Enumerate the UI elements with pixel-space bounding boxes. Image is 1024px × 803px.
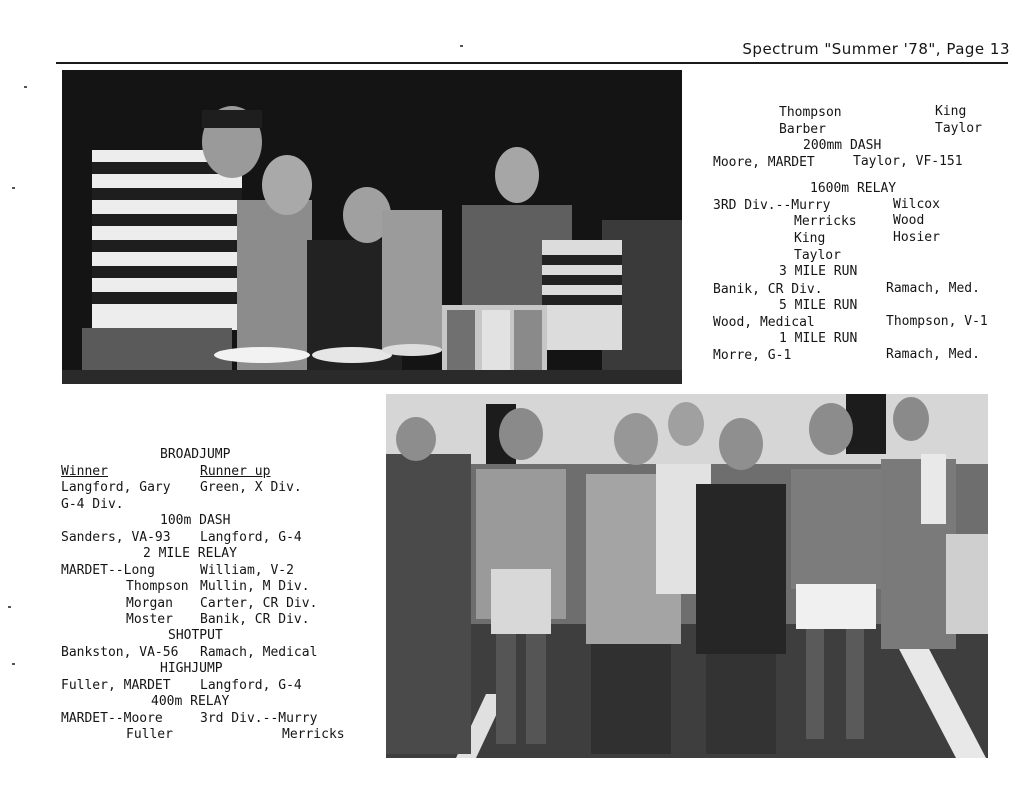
highjump-winner: Fuller, MARDET bbox=[61, 678, 171, 693]
highjump-heading: HIGHJUMP bbox=[160, 661, 223, 676]
relay400-left-1: MARDET--Moore bbox=[61, 711, 163, 726]
relay1600-left-4: Taylor bbox=[794, 248, 841, 263]
results-row1-left: Thompson bbox=[779, 105, 842, 120]
run3-winner: Banik, CR Div. bbox=[713, 282, 823, 297]
relay2mi-right-1: William, V-2 bbox=[200, 563, 294, 578]
scan-speck bbox=[460, 45, 463, 47]
relay1600-right-1: Wilcox bbox=[893, 197, 940, 212]
run1-heading: 1 MILE RUN bbox=[779, 331, 858, 346]
relay1600-left-1: 3RD Div.--Murry bbox=[713, 198, 831, 213]
relay400-heading: 400m RELAY bbox=[151, 694, 230, 709]
dash100-winner: Sanders, VA-93 bbox=[61, 530, 171, 545]
run1-runnerup: Ramach, Med. bbox=[886, 347, 980, 362]
results-row1-right: King bbox=[935, 104, 967, 119]
column-winner-header: Winner bbox=[61, 464, 108, 479]
group-awards-photo-image bbox=[386, 394, 988, 758]
broadjump-runnerup: Green, X Div. bbox=[200, 480, 302, 495]
dash200-winner: Moore, MARDET bbox=[713, 155, 815, 170]
dash100-runnerup: Langford, G-4 bbox=[200, 530, 302, 545]
relay2mi-heading: 2 MILE RELAY bbox=[143, 546, 237, 561]
relay1600-right-3: Hosier bbox=[893, 230, 940, 245]
relay2mi-left-4: Moster bbox=[126, 612, 173, 627]
scan-speck bbox=[12, 663, 15, 665]
relay2mi-left-1: MARDET--Long bbox=[61, 563, 155, 578]
broadjump-winner-unit: G-4 Div. bbox=[61, 497, 124, 512]
scan-speck bbox=[24, 86, 27, 88]
relay2mi-left-3: Morgan bbox=[126, 596, 173, 611]
run5-runnerup: Thompson, V-1 bbox=[886, 314, 988, 329]
broadjump-heading: BROADJUMP bbox=[160, 447, 231, 462]
dash100-heading: 100m DASH bbox=[160, 513, 231, 528]
run1-winner: Morre, G-1 bbox=[713, 348, 792, 363]
shotput-heading: SHOTPUT bbox=[168, 628, 223, 643]
photo-food-serving bbox=[62, 70, 682, 384]
scan-speck bbox=[8, 606, 11, 608]
relay1600-left-3: King bbox=[794, 231, 826, 246]
broadjump-winner: Langford, Gary bbox=[61, 480, 171, 495]
relay2mi-left-2: Thompson bbox=[126, 579, 189, 594]
food-serving-photo-image bbox=[62, 70, 682, 384]
header-rule bbox=[56, 62, 1008, 64]
relay2mi-right-3: Carter, CR Div. bbox=[200, 596, 318, 611]
relay400-right-2: Merricks bbox=[282, 727, 345, 742]
photo-group-awards bbox=[386, 394, 988, 758]
relay2mi-right-2: Mullin, M Div. bbox=[200, 579, 310, 594]
column-runnerup-header: Runner up bbox=[200, 464, 271, 479]
dash200-heading: 200mm DASH bbox=[803, 138, 882, 153]
highjump-runnerup: Langford, G-4 bbox=[200, 678, 302, 693]
run5-heading: 5 MILE RUN bbox=[779, 298, 858, 313]
relay1600-heading: 1600m RELAY bbox=[810, 181, 897, 196]
shotput-runnerup: Ramach, Medical bbox=[200, 645, 318, 660]
run5-winner: Wood, Medical bbox=[713, 315, 815, 330]
shotput-winner: Bankston, VA-56 bbox=[61, 645, 179, 660]
page-header: Spectrum "Summer '78", Page 13 bbox=[742, 40, 1010, 58]
results-row2-left: Barber bbox=[779, 122, 826, 137]
results-row2-right: Taylor bbox=[935, 121, 982, 136]
dash200-runnerup: Taylor, VF-151 bbox=[853, 154, 963, 169]
relay1600-left-2: Merricks bbox=[794, 214, 857, 229]
relay400-right-1: 3rd Div.--Murry bbox=[200, 711, 318, 726]
relay2mi-right-4: Banik, CR Div. bbox=[200, 612, 310, 627]
relay400-left-2: Fuller bbox=[126, 727, 173, 742]
scan-speck bbox=[12, 187, 15, 189]
relay1600-right-2: Wood bbox=[893, 213, 925, 228]
run3-runnerup: Ramach, Med. bbox=[886, 281, 980, 296]
run3-heading: 3 MILE RUN bbox=[779, 264, 858, 279]
